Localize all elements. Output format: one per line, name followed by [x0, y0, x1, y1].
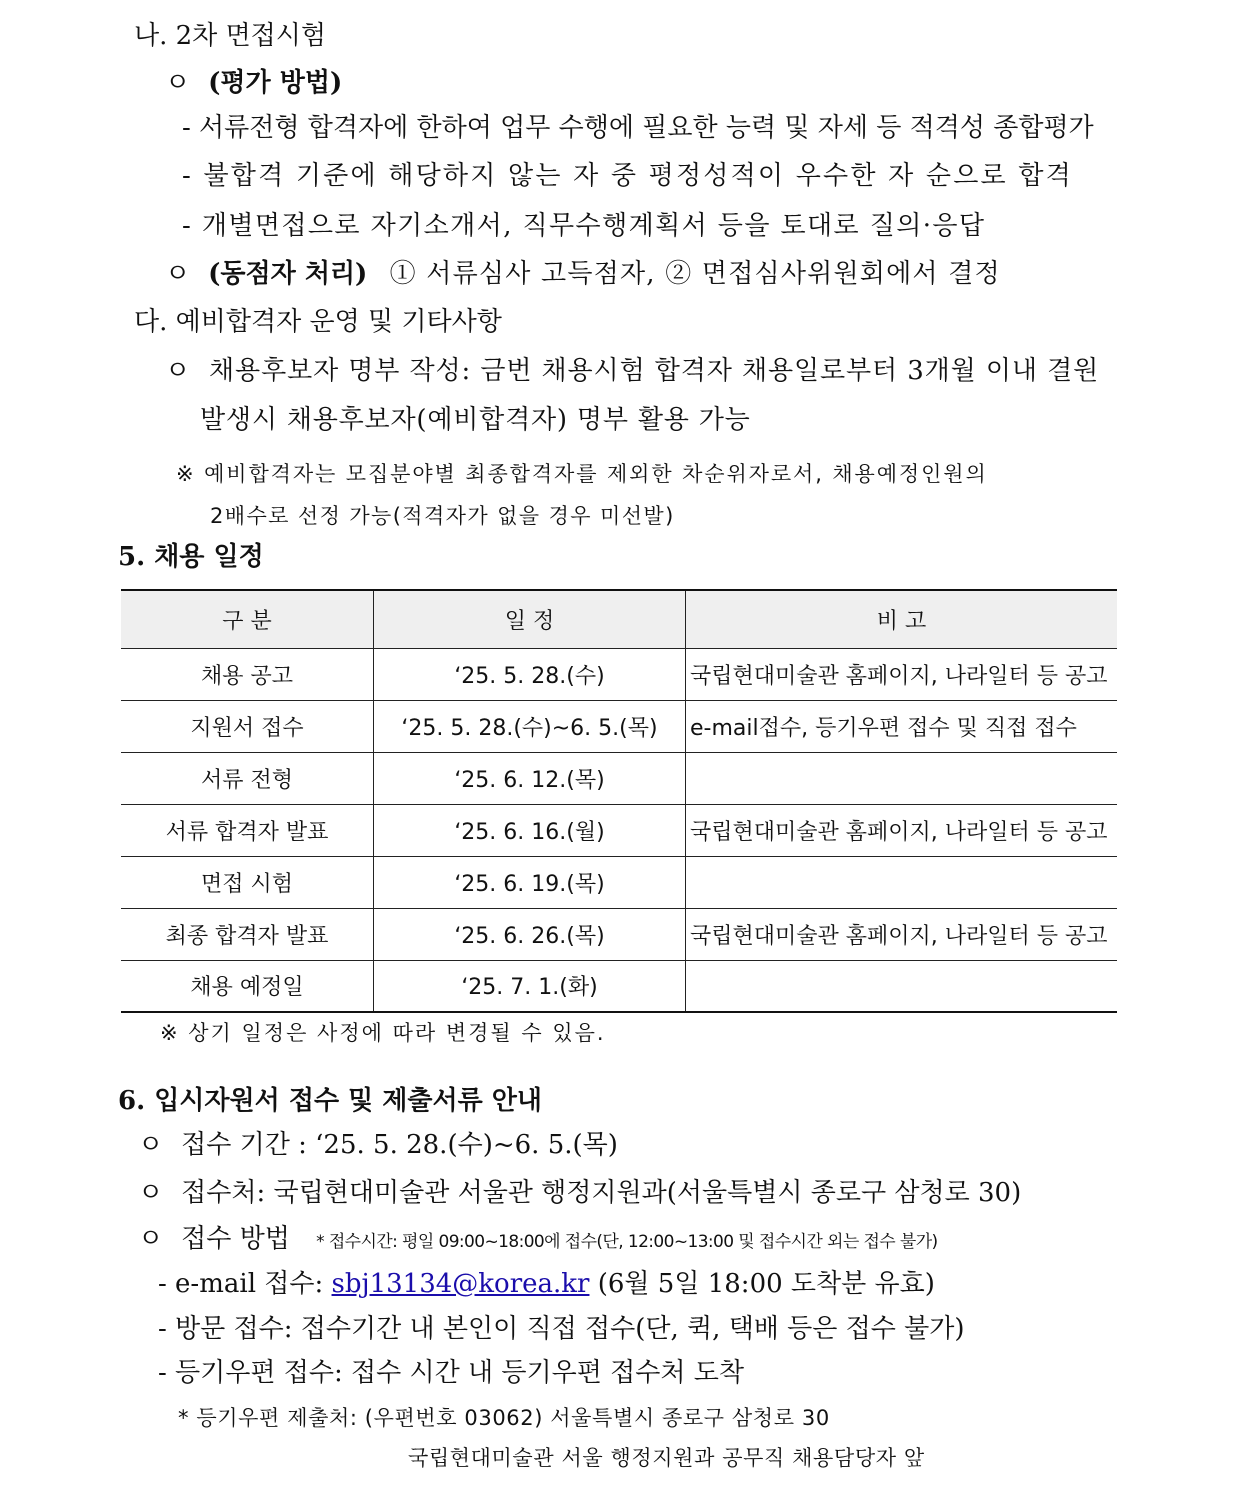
- email-row: [158, 1268, 935, 1300]
- table-row: [121, 908, 1117, 960]
- reserve-item-line2: 발생시 채용후보자(예비합격자) 명부 활용 가능: [200, 405, 751, 435]
- cell-remark: 국립현대미술관 홈페이지, 나라일터 등 공고: [686, 804, 1118, 856]
- cell-date: ‘25. 5. 28.(수): [374, 648, 686, 700]
- email-link[interactable]: sbj13134@korea.kr: [331, 1269, 590, 1299]
- eval-method-row: [165, 67, 342, 99]
- email-suffix: (6월 5일 18:00 도착분 유효): [597, 1269, 935, 1299]
- tie-rule-row: [165, 258, 1001, 290]
- cell-remark: 국립현대미술관 홈페이지, 나라일터 등 공고: [686, 648, 1118, 700]
- section-da-title: 다. 예비합격자 운영 및 기타사항: [134, 307, 502, 337]
- header-schedule: 일 정: [374, 590, 686, 648]
- schedule-table: [121, 589, 1117, 1013]
- cell-category: 서류 합격자 발표: [121, 804, 374, 856]
- cell-date: ‘25. 6. 12.(목): [374, 752, 686, 804]
- period-text: 접수 기간 : ‘25. 5. 28.(수)~6. 5.(목): [181, 1130, 618, 1160]
- mail-address-line2: 국립현대미술관 서울 행정지원과 공무직 채용담당자 앞: [408, 1446, 925, 1470]
- header-remarks: 비 고: [686, 590, 1118, 648]
- eval-item-text: - 서류전형 합격자에 한하여 업무 수행에 필요한 능력 및 자세 등 적격성 종합평가: [182, 113, 1094, 143]
- cell-remark: 국립현대미술관 홈페이지, 나라일터 등 공고: [686, 908, 1118, 960]
- cell-remark: [686, 856, 1118, 908]
- table-row: [121, 648, 1117, 700]
- tie-rule-label: (동점자 처리): [208, 259, 368, 289]
- reserve-item-line1: 채용후보자 명부 작성: 금번 채용시험 합격자 채용일로부터 3개월 이내 결원: [209, 356, 1100, 386]
- table-row: [121, 960, 1117, 1012]
- section-na-title: 나. 2차 면접시험: [134, 21, 327, 51]
- method-row: [138, 1223, 938, 1258]
- cell-category: 최종 합격자 발표: [121, 908, 374, 960]
- bullet-icon: ㅇ: [138, 1178, 164, 1208]
- bullet-icon: ㅇ: [165, 259, 191, 289]
- bullet-icon: ㅇ: [138, 1224, 164, 1254]
- bullet-icon: ㅇ: [165, 68, 191, 98]
- cell-category: 채용 공고: [121, 648, 374, 700]
- mail-address-line1: * 등기우편 제출처: (우편번호 03062) 서울특별시 종로구 삼청로 30: [178, 1406, 830, 1430]
- eval-method-label: (평가 방법): [208, 68, 343, 98]
- table-row: [121, 700, 1117, 752]
- eval-item-1: [182, 112, 1122, 144]
- method-label: 접수 방법: [181, 1224, 290, 1254]
- cell-category: 지원서 접수: [121, 700, 374, 752]
- cell-remark: [686, 960, 1118, 1012]
- place-text: 접수처: 국립현대미술관 서울관 행정지원과(서울특별시 종로구 삼청로 30): [181, 1178, 1022, 1208]
- mail-row: - 등기우편 접수: 접수 시간 내 등기우편 접수처 도착: [158, 1358, 744, 1388]
- cell-category: 채용 예정일: [121, 960, 374, 1012]
- tie-rule-text: ① 서류심사 고득점자, ② 면접심사위원회에서 결정: [389, 259, 1001, 289]
- bullet-icon: ㅇ: [138, 1130, 164, 1160]
- table-header-row: [121, 590, 1117, 648]
- cell-date: ‘25. 6. 16.(월): [374, 804, 686, 856]
- period-row: [138, 1129, 618, 1161]
- table-row: [121, 856, 1117, 908]
- cell-remark: [686, 752, 1118, 804]
- reserve-note-line2: 2배수로 선정 가능(적격자가 없을 경우 미선발): [210, 504, 675, 528]
- cell-date: ‘25. 6. 19.(목): [374, 856, 686, 908]
- cell-date: ‘25. 7. 1.(화): [374, 960, 686, 1012]
- header-category: 구 분: [121, 590, 374, 648]
- cell-category: 서류 전형: [121, 752, 374, 804]
- section-6-title: 6. 입시자원서 접수 및 제출서류 안내: [118, 1086, 543, 1116]
- cell-remark: e-mail접수, 등기우편 접수 및 직접 접수: [686, 700, 1118, 752]
- place-row: [138, 1177, 1021, 1209]
- visit-row: - 방문 접수: 접수기간 내 본인이 직접 접수(단, 퀵, 택배 등은 접수 불가): [158, 1314, 965, 1344]
- reserve-item-row: [165, 355, 1099, 387]
- bullet-icon: ㅇ: [165, 356, 192, 386]
- method-note: * 접수시간: 평일 09:00~18:00에 접수(단, 12:00~13:00 및 접수시간 외는 접수 불가): [316, 1232, 938, 1252]
- cell-category: 면접 시험: [121, 856, 374, 908]
- table-row: [121, 804, 1117, 856]
- table-row: [121, 752, 1117, 804]
- cell-date: ‘25. 5. 28.(수)~6. 5.(목): [374, 700, 686, 752]
- email-prefix: - e-mail 접수:: [158, 1269, 324, 1299]
- section-5-title: 5. 채용 일정: [118, 542, 264, 572]
- reserve-note-line1: ※ 예비합격자는 모집분야별 최종합격자를 제외한 차순위자로서, 채용예정인원의: [176, 462, 988, 486]
- eval-item-2: - 불합격 기준에 해당하지 않는 자 중 평정성적이 우수한 자 순으로 합격: [182, 161, 1073, 191]
- eval-item-3: - 개별면접으로 자기소개서, 직무수행계획서 등을 토대로 질의·응답: [182, 211, 986, 241]
- cell-date: ‘25. 6. 26.(목): [374, 908, 686, 960]
- schedule-footnote: ※ 상기 일정은 사정에 따라 변경될 수 있음.: [160, 1021, 606, 1045]
